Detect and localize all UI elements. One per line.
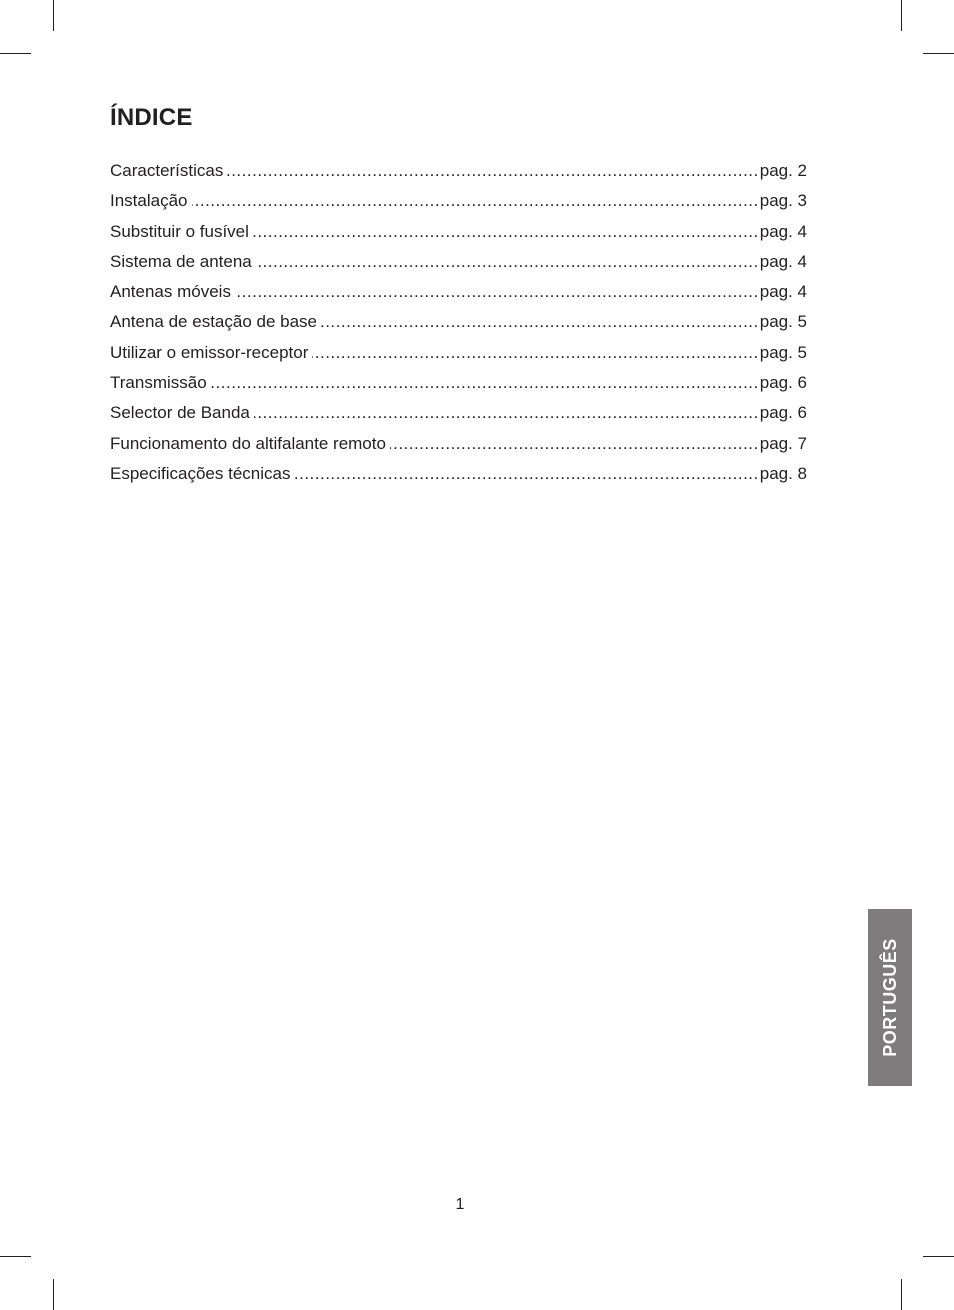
crop-mark-bottom-left-vertical: [53, 1279, 54, 1310]
toc-leader-dots: [312, 342, 758, 364]
toc-entry-page: pag. 6: [759, 373, 807, 393]
toc-entry-transmissao[interactable]: [110, 372, 807, 402]
toc-leader-dots: [235, 281, 759, 303]
toc-entry-page: pag. 2: [759, 161, 807, 180]
toc-leader-dots: [390, 433, 759, 455]
toc-leader-dots: [294, 463, 758, 485]
crop-mark-bottom-left-horizontal: [0, 1256, 31, 1257]
toc-entry-page: pag. 4: [759, 251, 807, 271]
language-tab-label: PORTUGUÊS: [879, 938, 900, 1057]
toc-entry-page: pag. 4: [759, 221, 807, 241]
toc-entry-substituir-fusivel[interactable]: [110, 221, 807, 251]
toc-entry-page: pag. 5: [759, 312, 807, 332]
toc-entry-caracteristicas[interactable]: [110, 160, 807, 190]
toc-entry-antenas-moveis[interactable]: [110, 281, 807, 311]
toc-entry-especificacoes-tecnicas[interactable]: [110, 463, 807, 493]
toc-entry-label: Utilizar o emissor-receptor: [110, 342, 309, 362]
toc-entry-label: Características: [110, 161, 224, 180]
crop-mark-bottom-right-vertical: [901, 1279, 902, 1310]
toc-entry-instalacao[interactable]: [110, 190, 807, 220]
toc-entry-label: Instalação: [110, 191, 188, 211]
toc-leader-dots: [192, 190, 759, 212]
page-number: 1: [455, 1196, 465, 1213]
toc-entry-page: pag. 4: [759, 282, 807, 302]
toc-entry-label: Sistema de antena: [110, 251, 252, 271]
crop-mark-top-right-horizontal: [923, 53, 954, 54]
page-title: ÍNDICE: [110, 104, 193, 131]
toc-entry-page: pag. 8: [759, 463, 807, 483]
toc-entry-label: Antena de estação de base: [110, 312, 317, 332]
toc-entry-selector-banda[interactable]: [110, 402, 807, 432]
toc-entry-page: pag. 5: [759, 342, 807, 362]
toc-entry-label: Substituir o fusível: [110, 221, 249, 241]
crop-mark-top-right-vertical: [901, 0, 902, 31]
toc-entry-altifalante-remoto[interactable]: [110, 433, 807, 463]
toc-entry-label: Especificações técnicas: [110, 463, 291, 483]
crop-mark-bottom-right-horizontal: [923, 1256, 954, 1257]
language-tab: [868, 909, 912, 1086]
toc-leader-dots: [253, 221, 759, 243]
toc-leader-dots: [254, 402, 759, 424]
table-of-contents: [110, 160, 807, 493]
toc-entry-label: Funcionamento do altifalante remoto: [110, 433, 386, 453]
toc-leader-dots: [256, 251, 759, 273]
toc-leader-dots: [321, 311, 759, 333]
toc-leader-dots: [227, 160, 758, 182]
toc-leader-dots: [211, 372, 759, 394]
toc-entry-page: pag. 3: [759, 191, 807, 211]
toc-entry-label: Antenas móveis: [110, 282, 231, 302]
toc-entry-antena-estacao-base[interactable]: [110, 311, 807, 341]
toc-entry-utilizar-emissor-receptor[interactable]: [110, 342, 807, 372]
crop-mark-top-left-horizontal: [0, 53, 31, 54]
toc-entry-sistema-antena[interactable]: [110, 251, 807, 281]
crop-mark-top-left-vertical: [53, 0, 54, 31]
toc-entry-label: Transmissão: [110, 373, 207, 393]
toc-entry-label: Selector de Banda: [110, 403, 250, 423]
toc-entry-page: pag. 6: [759, 403, 807, 423]
toc-entry-page: pag. 7: [759, 433, 807, 453]
